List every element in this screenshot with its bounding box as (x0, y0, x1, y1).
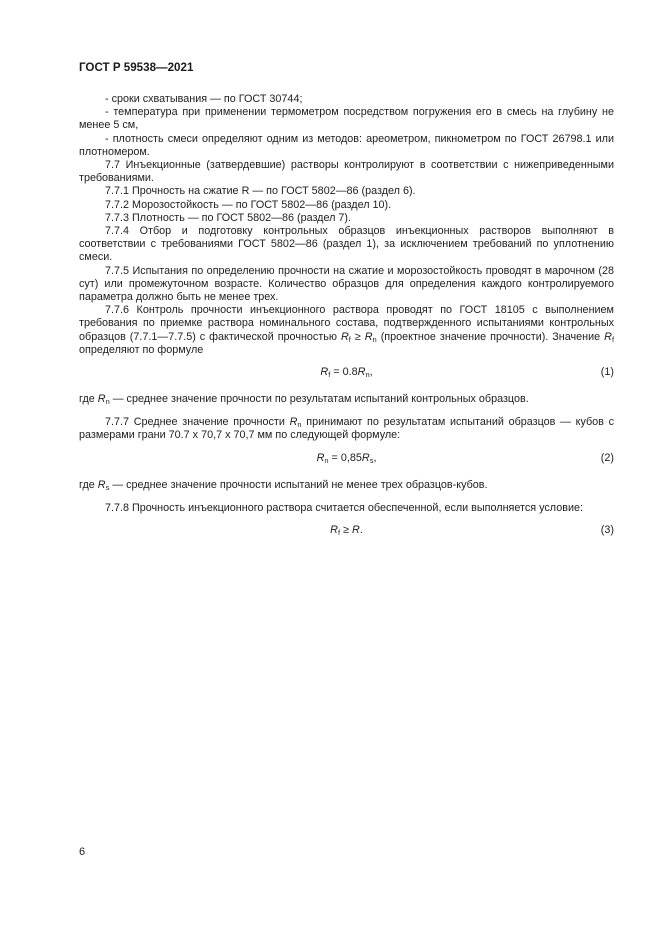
paragraph-7-7-2: 7.7.2 Морозостойкость — по ГОСТ 5802—86 (раздел 10). (105, 198, 392, 211)
paragraph-7-7: 7.7 Инъекционные (затвердевшие) растворы контролируют в соответствии с нижеприведенными требованиями. (79, 159, 614, 185)
p776-text-b: (проектное значение прочности). Значение (380, 330, 601, 343)
formula-3 (79, 524, 614, 540)
formula-1-expression: $R_f = 0.8R_n$, (320, 366, 373, 380)
formula-3-expression: $R_f \ge R$. (330, 524, 363, 538)
symbol-R: R (364, 330, 373, 343)
formula-2-expression: $R_n = 0,85R_s$, (316, 451, 377, 465)
list-item-setting-time: - сроки схватывания — по ГОСТ 30744; (105, 93, 303, 105)
symbol-R: R (340, 330, 349, 343)
page-number: 6 (79, 846, 86, 858)
formula-1-number: (1) (600, 366, 614, 379)
formula-3-number: (3) (600, 524, 614, 537)
document-body (79, 93, 614, 551)
list-item-temperature: - температура при применении термометром посредством погружения его в смесь на глубину не менее 5 см, (79, 106, 614, 132)
where-explanation-1: где $R_n$ — среднее значение прочности по результатам испытаний контрольных образцов. (79, 393, 529, 407)
paragraph-7-7-6 (79, 304, 614, 357)
symbol-R: R (604, 330, 612, 343)
formula-2 (79, 452, 614, 468)
list-item-density: - плотность смеси определяют одним из методов: ареометром, пикнометром по ГОСТ 26798.1 или плотномером. (79, 132, 614, 158)
paragraph-7-7-4: 7.7.4 Отбор и подготовку контрольных образцов инъекционных растворов выполняют в соответствии с требованиями ГОСТ 5802—86 (раздел 1), за исключением требований по уплотнению смеси. (79, 225, 614, 264)
paragraph-7-7-5: 7.7.5 Испытания по определению прочности на сжатие и морозостойкость проводят в марочном (28 сут) или промежуточном возрасте. Количество образцов для определения каждого контролируемого параметра должно быть не менее трех. (79, 264, 614, 304)
p776-text-c: определяют по формуле (79, 343, 204, 356)
standard-designation: ГОСТ Р 59538—2021 (79, 61, 194, 74)
p776-text-a: 7.7.6 Контроль прочности инъекционного раствора проводят по ГОСТ 18105 с выполнением требования по приемке раствора номинального состава, подтвержденного испытаниями контрольных образцов (7.7.1—7.7.5) с фактической прочностью (79, 304, 614, 343)
formula-1 (79, 366, 614, 382)
paragraph-7-7-8: 7.7.8 Прочность инъекционного раствора считается обеспеченной, если выполняется условие: (105, 501, 583, 514)
subscript-n: n (372, 334, 377, 344)
paragraph-7-7-7: 7.7.7 Среднее значение прочности $R_n$ принимают по результатам испытаний образцов — кубов с размерами грани 70.7 х 70,7 х 70,7 мм по следующей формуле: (79, 416, 615, 442)
paragraph-7-7-1: 7.7.1 Прочность на сжатие R — по ГОСТ 5802—86 (раздел 6). (105, 185, 416, 198)
formula-2-number: (2) (600, 451, 614, 464)
subscript-f: f (611, 334, 615, 344)
geq-symbol: ≥ (354, 330, 361, 343)
paragraph-7-7-3: 7.7.3 Плотность — по ГОСТ 5802—86 (раздел 7). (105, 211, 352, 224)
where-explanation-2: где $R_s$ — среднее значение прочности испытаний не менее трех образцов-кубов. (79, 478, 488, 492)
subscript-f: f (348, 334, 351, 344)
